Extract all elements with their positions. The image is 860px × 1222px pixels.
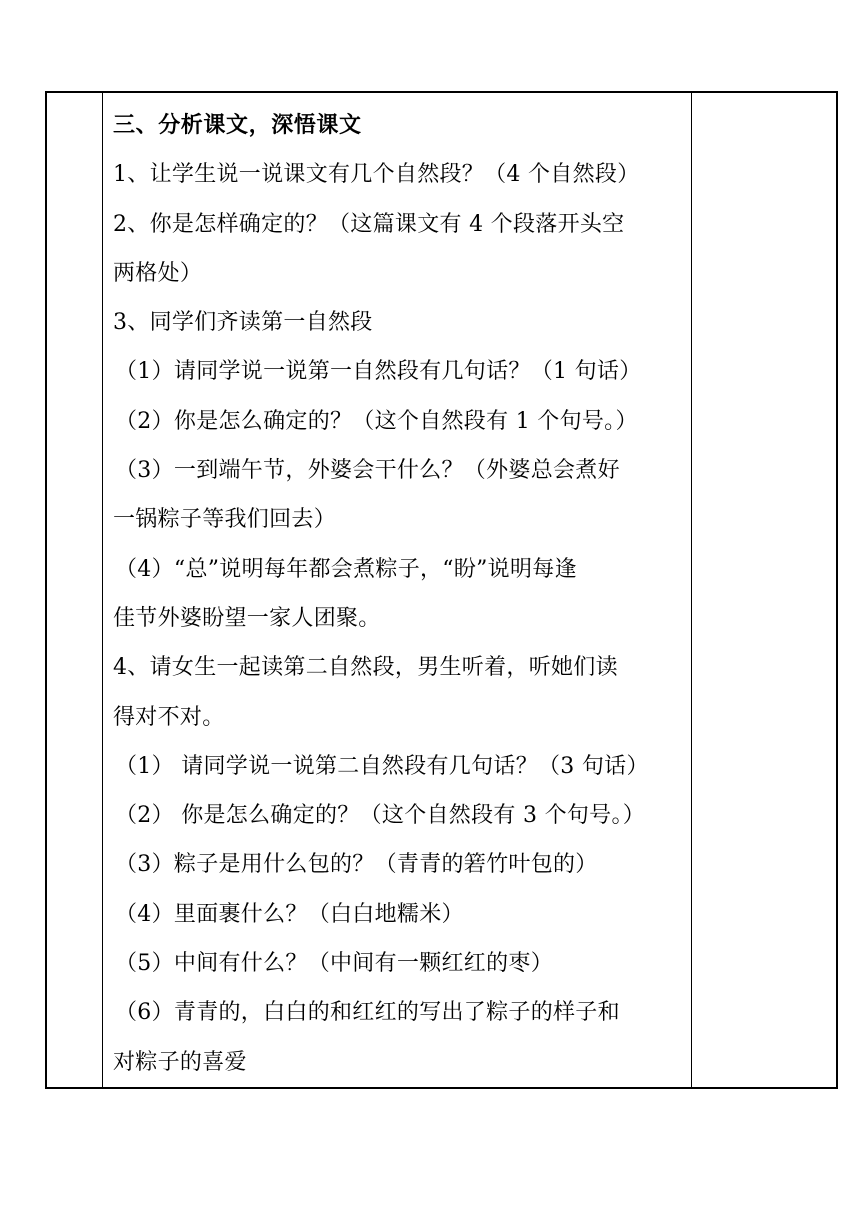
right-column-cell: [692, 93, 836, 1087]
lesson-line: 1、让学生说一说课文有几个自然段？（4 个自然段）: [113, 162, 640, 188]
lesson-line: （5）中间有什么？（中间有一颗红红的枣）: [115, 951, 553, 977]
lesson-line: （1）请同学说一说第一自然段有几句话？（1 句话）: [115, 359, 642, 385]
lesson-line: 4、请女生一起读第二自然段，男生听着，听她们读: [113, 655, 618, 681]
lesson-content-cell: [103, 93, 692, 1087]
left-column-cell: [47, 93, 103, 1087]
lesson-line: 得对不对。: [113, 704, 225, 730]
lesson-line: （4）“总”说明每年都会煮粽子，“盼”说明每逢: [115, 556, 577, 582]
lesson-line: （2）你是怎么确定的？（这个自然段有 1 个句号。）: [115, 408, 638, 434]
lesson-line: 两格处）: [113, 260, 203, 286]
lesson-table: [45, 91, 838, 1089]
lesson-line: （1） 请同学说一说第二自然段有几句话？（3 句话）: [115, 753, 649, 779]
lesson-line: （2） 你是怎么确定的？（这个自然段有 3 个句号。）: [115, 803, 646, 829]
section-heading: 三、分析课文，深悟课文: [113, 112, 362, 138]
lesson-line: （3）一到端午节，外婆会干什么？（外婆总会煮好: [115, 458, 620, 484]
lesson-line: 2、你是怎样确定的？（这篇课文有 4 个段落开头空: [113, 211, 625, 237]
lesson-line: （6）青青的，白白的和红红的写出了粽子的样子和: [115, 1000, 620, 1026]
lesson-line: 佳节外婆盼望一家人团聚。: [113, 605, 381, 631]
lesson-line: 一锅粽子等我们回去）: [113, 507, 337, 533]
lesson-line: （4）里面裹什么？（白白地糯米）: [115, 901, 464, 927]
lesson-line: （3）粽子是用什么包的？（青青的箬竹叶包的）: [115, 852, 598, 878]
lesson-line: 3、同学们齐读第一自然段: [113, 310, 373, 336]
lesson-line: 对粽子的喜爱: [113, 1049, 247, 1075]
